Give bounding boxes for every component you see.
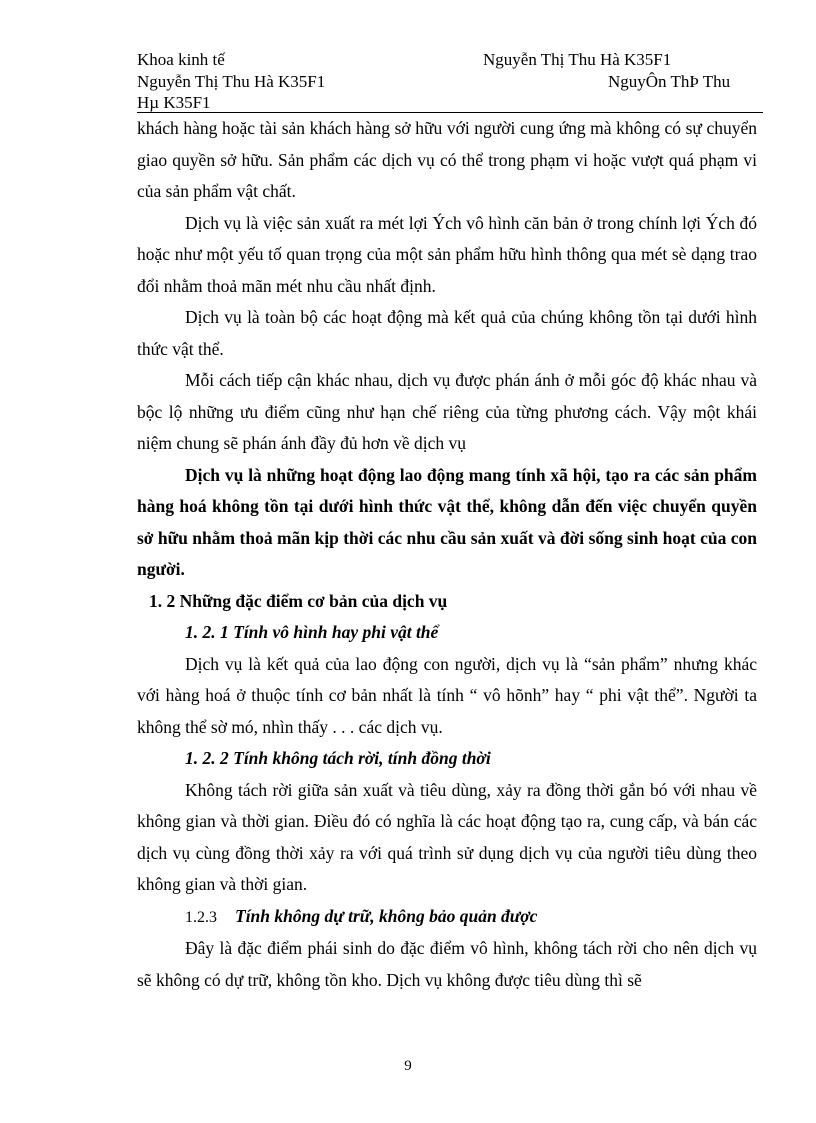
header-author-right-2: NguyÔn ThÞ Thu xyxy=(608,72,731,91)
paragraph-3: Dịch vụ là toàn bộ các hoạt động mà kết quả của chúng không tồn tại dưới hình thức vật thể. xyxy=(137,307,757,359)
paragraph-6: Dịch vụ là kết quả của lao động con người, dịch vụ là “sản phẩm” nhưng khác với hàng hoá ở thuộc tính cơ bản nhất là tính “ vô hõnh” hay “ phi vật thể”. Người ta không thể sờ mó, nhìn thấy . . . các dịch vụ. xyxy=(137,653,757,737)
paragraph-8: Đây là đặc điểm phái sinh do đặc điểm vô hình, không tách rời cho nên dịch vụ sẽ không có dự trữ, không tồn kho. Dịch vụ không được tiêu dùng thì sẽ xyxy=(137,938,757,990)
section-heading-1-2-3 xyxy=(137,901,757,934)
definition-paragraph: Dịch vụ là những hoạt động lao động mang tính xã hội, tạo ra các sản phẩm hàng hoá không tồn tại dưới hình thức vật thể, không dẫn đến việc chuyển quyền sở hữu nhằm thoả mãn kịp thời các nhu cầu sản xuất và đời sống sinh hoạt của con người. xyxy=(137,464,757,579)
paragraph-1: khách hàng hoặc tài sản khách hàng sở hữu với người cung ứng mà không có sự chuyển giao quyền sở hữu. Sản phẩm các dịch vụ có thể trong phạm vi hoặc vượt quá phạm vi của sản phẩm vật chất. xyxy=(137,118,757,201)
header-author-right-1: Nguyễn Thị Thu Hà K35F1 xyxy=(483,50,672,69)
header-author-left-cont: Hµ K35F1 xyxy=(137,93,211,112)
section-number-1-2-3: 1.2.3 xyxy=(185,908,217,926)
header-author-left: Nguyễn Thị Thu Hà K35F1 xyxy=(137,72,326,91)
section-title-1-2-3: Tính không dự trữ, không bảo quản được xyxy=(235,905,538,926)
paragraph-4: Mỗi cách tiếp cận khác nhau, dịch vụ được phán ánh ở mỗi góc độ khác nhau và bộc lộ những ưu điểm cũng như hạn chế riêng của từng phương cách. Vậy một khái niệm chung sẽ phán ánh đầy đủ hơn về dịch vụ xyxy=(137,370,757,453)
section-heading-1-2-2: 1. 2. 2 Tính không tách rời, tính đồng thời xyxy=(185,748,491,768)
section-heading-1-2: 1. 2 Những đặc điểm cơ bản của dịch vụ xyxy=(149,590,448,611)
paragraph-7: Không tách rời giữa sản xuất và tiêu dùng, xảy ra đồng thời gắn bó với nhau về không gian và thời gian. Điều đó có nghĩa là các hoạt động tạo ra, cung cấp, và bán các dịch vụ cùng đồng thời xảy ra với quá trình sử dụng dịch vụ của người tiêu dùng theo không gian và thời gian. xyxy=(137,779,757,894)
paragraph-2: Dịch vụ là việc sản xuất ra mét lợi Ých vô hình căn bản ở trong chính lợi Ých đó hoặc như một yếu tố quan trọng của một sản phẩm hữu hình thông qua mét sè dạng trao đổi nhằm thoả mãn mét nhu cầu nhất định. xyxy=(137,212,757,296)
section-heading-1-2-1: 1. 2. 1 Tính vô hình hay phi vật thể xyxy=(185,622,439,642)
header-faculty: Khoa kinh tế xyxy=(137,50,225,69)
document-body xyxy=(137,113,757,996)
page-number: 9 xyxy=(404,1058,412,1074)
